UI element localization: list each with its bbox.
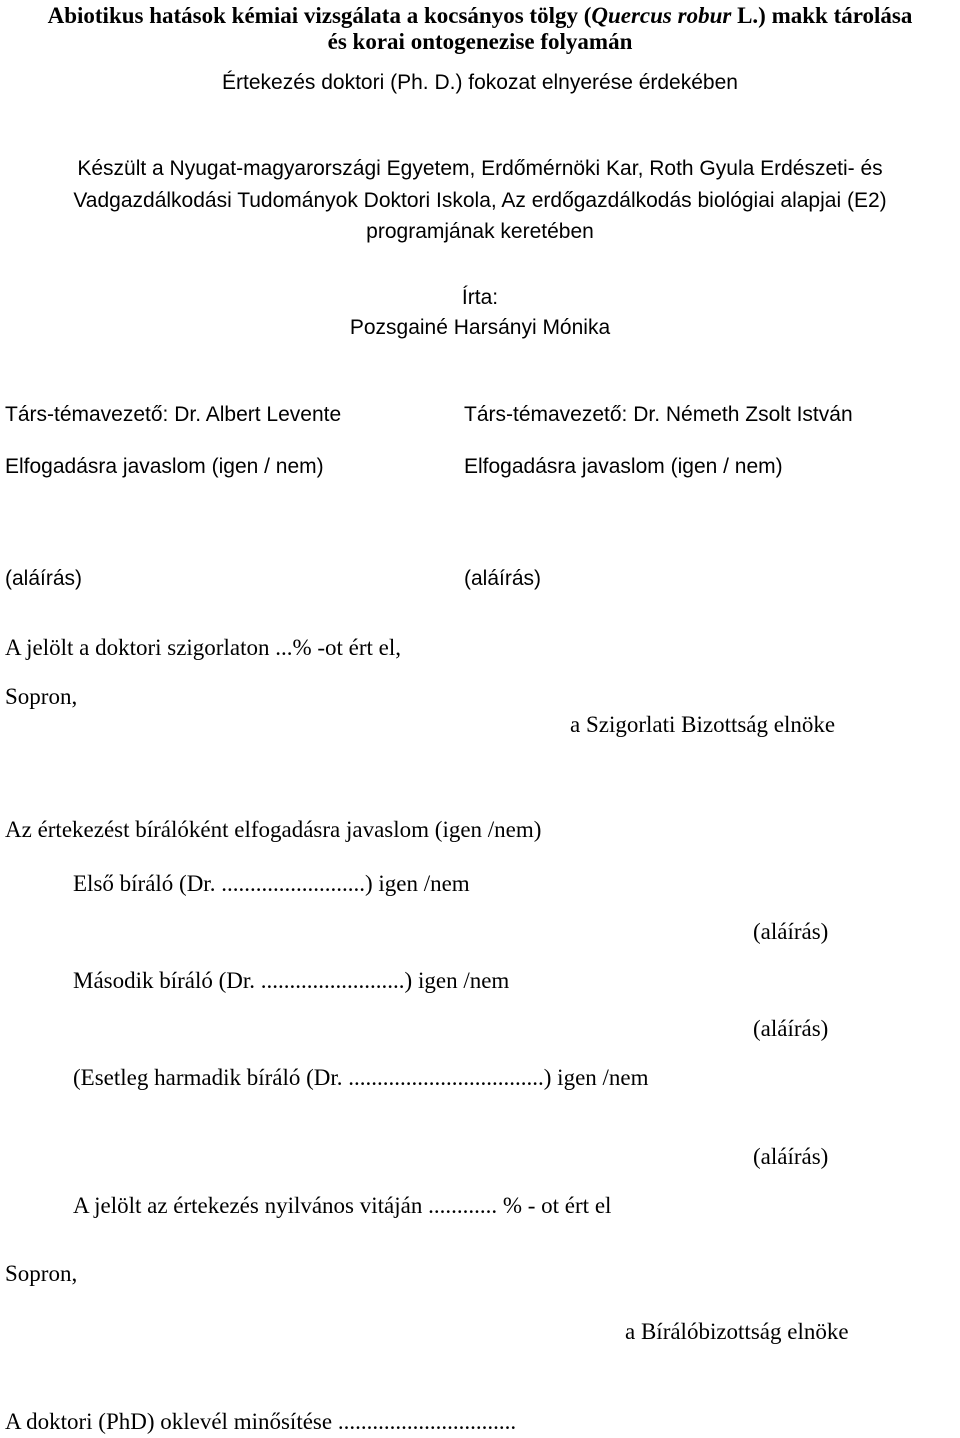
- supervisor-1-title: Társ-témavezető: Dr. Albert Levente: [5, 403, 342, 426]
- reviewers-intro: Az értekezést bírálóként elfogadásra javaslom (igen /nem): [5, 817, 542, 842]
- qualification-line: A doktori (PhD) oklevél minősítése ...............................: [5, 1409, 517, 1434]
- supervisor-1-recommend: Elfogadásra javaslom (igen / nem): [5, 455, 324, 478]
- defense-place: Sopron,: [5, 1261, 78, 1286]
- title-line-1: [0, 4, 960, 27]
- supervisor-2-signature: (aláírás): [464, 567, 542, 590]
- defense-result: A jelölt az értekezés nyilvános vitáján ............ % - ot ért el: [73, 1193, 612, 1218]
- prepared-line-2: Vadgazdálkodási Tudományok Doktori Iskola, Az erdőgazdálkodás biológiai alapjai (E2): [73, 189, 887, 212]
- reviewer-2: Második bíráló (Dr. .........................) igen /nem: [73, 968, 510, 993]
- prepared-line-1: Készült a Nyugat-magyarországi Egyetem, Erdőmérnöki Kar, Roth Gyula Erdészeti- és: [77, 157, 883, 180]
- author-label: Írta:: [461, 286, 499, 309]
- title-line-2: és korai ontogenezise folyamán: [327, 29, 633, 54]
- reviewer-1-signature: (aláírás): [753, 919, 829, 944]
- exam-chair: a Szigorlati Bizottság elnöke: [570, 712, 836, 737]
- exam-place: Sopron,: [5, 684, 78, 709]
- species-name: Quercus robur: [591, 3, 732, 28]
- supervisor-1-signature: (aláírás): [5, 567, 83, 590]
- title-text: Abiotikus hatások kémiai vizsgálata a kocsányos tölgy (: [47, 3, 592, 28]
- supervisor-2-title: Társ-témavezető: Dr. Németh Zsolt István: [464, 403, 853, 426]
- title-text-end: L.) makk tárolása: [731, 3, 913, 28]
- prepared-line-3: programjának keretében: [366, 220, 594, 243]
- exam-result: A jelölt a doktori szigorlaton ...% -ot ért el,: [5, 635, 402, 660]
- reviewer-3-signature: (aláírás): [753, 1144, 829, 1169]
- defense-chair: a Bírálóbizottság elnöke: [625, 1319, 849, 1344]
- degree-line: Értekezés doktori (Ph. D.) fokozat elnyerése érdekében: [222, 71, 738, 94]
- reviewer-2-signature: (aláírás): [753, 1016, 829, 1041]
- author-name: Pozsgainé Harsányi Mónika: [349, 316, 611, 339]
- supervisor-2-recommend: Elfogadásra javaslom (igen / nem): [464, 455, 783, 478]
- reviewer-3: (Esetleg harmadik bíráló (Dr. ..................................) igen /nem: [73, 1065, 649, 1090]
- reviewer-1: Első bíráló (Dr. .........................) igen /nem: [73, 871, 470, 896]
